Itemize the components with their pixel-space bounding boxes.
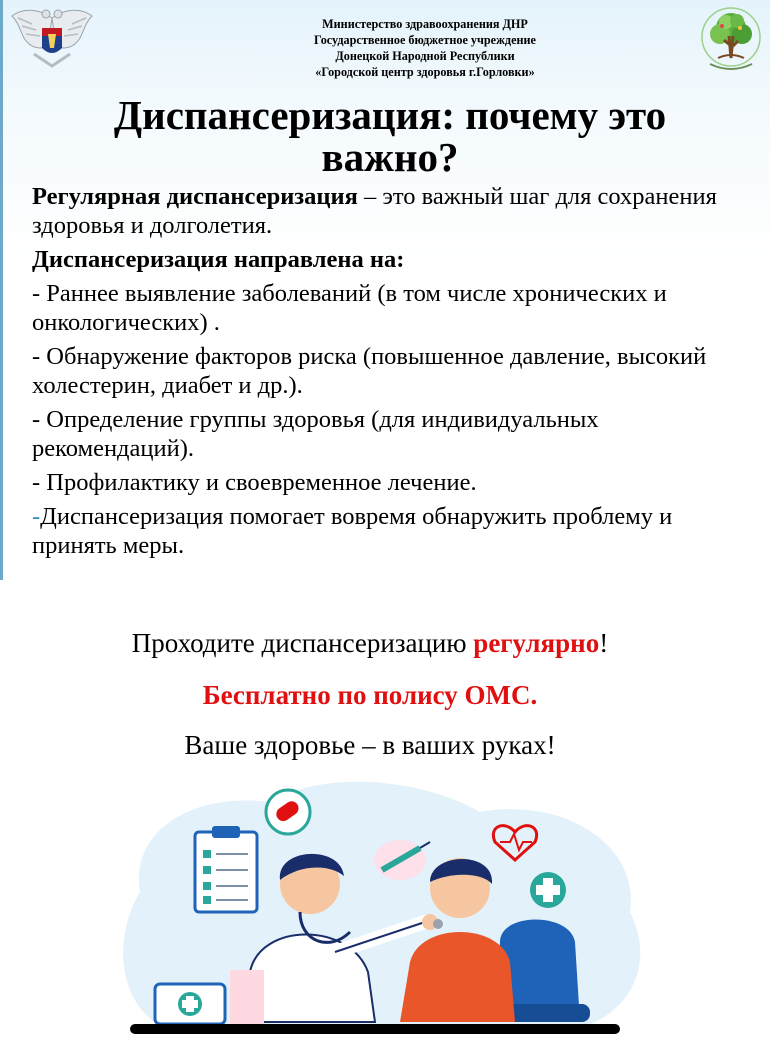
medical-kit-icon: [155, 984, 225, 1024]
institution-header: [210, 16, 640, 80]
ministry-line: Донецкой Народной Республики: [335, 49, 515, 63]
article-body: [32, 182, 757, 565]
list-item-text: Диспансеризация помогает вовремя обнаружить проблему и принять меры.: [32, 503, 673, 559]
ministry-line: Государственное бюджетное учреждение: [314, 33, 536, 47]
cta-highlight: регулярно: [473, 628, 600, 658]
checklist-icon: [195, 826, 257, 912]
list-item-final: [32, 502, 757, 560]
list-item: - Определение группы здоровья (для индивидуальных рекомендаций).: [32, 406, 599, 462]
title-line: важно?: [321, 134, 459, 180]
medical-cross-icon: [530, 872, 566, 908]
eagle-coat-of-arms-icon: [8, 4, 96, 76]
list-item: - Профилактику и своевременное лечение.: [32, 469, 477, 496]
cta-line-regularly: [0, 628, 740, 659]
list-dash: -: [32, 503, 41, 530]
list-item: - Обнаружение факторов риска (повышенное давление, высокий холестерин, диабет и др.).: [32, 343, 707, 399]
green-tree-logo-icon: [700, 6, 762, 76]
ministry-line: «Городской центр здоровья г.Горловки»: [315, 65, 535, 79]
cta-free-oms: Бесплатно по полису ОМС.: [202, 680, 538, 710]
intro-bold-text: Регулярная диспансеризация: [32, 183, 358, 210]
aims-heading: Диспансеризация направлена на:: [32, 246, 405, 273]
pill-icon: [266, 790, 310, 834]
cta-text: !: [599, 628, 609, 658]
intro-text: – это важный шаг для сохранения здоровья и долголетия.: [32, 183, 717, 239]
list-item: - Раннее выявление заболеваний (в том числе хронических и онкологических) .: [32, 280, 667, 336]
title-line: Диспансеризация: почему это: [113, 92, 667, 138]
intro-paragraph: [32, 182, 757, 240]
cta-text: Проходите диспансеризацию: [131, 628, 474, 658]
left-accent-rule: [0, 0, 3, 580]
ministry-line: Министерство здравоохранения ДНР: [322, 17, 528, 31]
doctor-examining-patient-illustration: [100, 772, 652, 1050]
page-title: [40, 94, 740, 178]
cta-health-slogan: Ваше здоровье – в ваших руках!: [184, 730, 556, 760]
